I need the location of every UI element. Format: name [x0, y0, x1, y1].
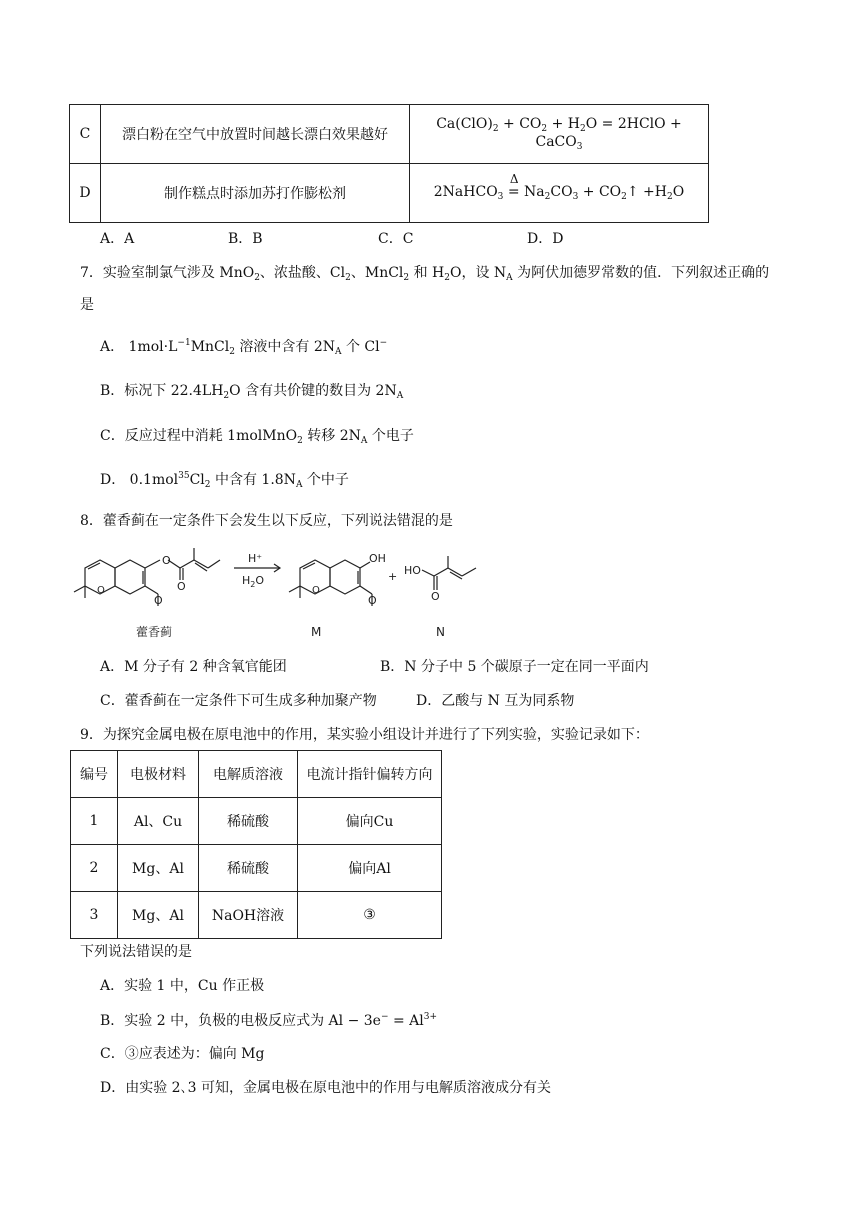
ho-label: HO — [404, 564, 421, 577]
svg-text:O: O — [97, 585, 105, 596]
table-header-row — [71, 751, 442, 798]
q8-stem: 8．藿香蓟在一定条件下会发生以下反应，下列说法错混的是 — [80, 513, 453, 529]
row-description: 漂白粉在空气中放置时间越长漂白效果越好 — [101, 105, 410, 164]
table-row — [70, 164, 709, 223]
table-row — [71, 845, 442, 892]
reactant-label: 藿香蓟 — [136, 625, 173, 639]
header-cell: 电解质溶液 — [199, 751, 298, 798]
q9-option-d: D．由实验 2､3 可知，金属电极在原电池中的作用与电解质溶液成分有关 — [100, 1080, 551, 1096]
q7-option-c: C．反应过程中消耗 1molMnO$_2$ 转移 $2N_A$ 个电子 — [100, 428, 414, 446]
q9-stem: 9．为探究金属电极在原电池中的作用，某实验小组设计并进行了下列实验，实验记录如下： — [80, 727, 649, 743]
table-row — [71, 798, 442, 845]
q8-option-b: B．N 分子中 5 个碳原子一定在同一平面内 — [380, 659, 649, 675]
table-row — [71, 892, 442, 939]
cell: 稀硫酸 — [199, 798, 298, 845]
header-cell: 电极材料 — [118, 751, 199, 798]
table-row — [70, 105, 709, 164]
plus-label: + — [388, 570, 398, 583]
cell: 偏向Cu — [298, 798, 442, 845]
q7-option-a: A． $1mol\cdot L^{-1}MnCl_2$ 溶液中含有 $2N_A$ 个 Cl− — [100, 338, 388, 357]
q9-option-b: B．实验 2 中，负极的电极反应式为 $Al - 3e^- = Al^{3+}$ — [100, 1012, 438, 1029]
svg-text:O: O — [162, 554, 171, 567]
row-letter: C — [70, 105, 101, 164]
q6-option-c: C．C — [378, 231, 414, 247]
q6-table — [69, 104, 709, 223]
cond-top: H⁺ — [248, 552, 263, 565]
svg-text:O: O — [368, 594, 377, 607]
q6-option-b: B．B — [228, 231, 263, 247]
cell: 3 — [71, 892, 118, 939]
q9-option-a: A．实验 1 中，Cu 作正极 — [100, 978, 265, 994]
svg-text:O: O — [431, 590, 440, 603]
cell: 稀硫酸 — [199, 845, 298, 892]
svg-text:O: O — [154, 594, 163, 607]
row-equation: $Ca(ClO)_2 + CO_2 + H_2O$ = 2HClO + CaCO$_3$ — [410, 105, 709, 164]
cell: Mg、Al — [118, 892, 199, 939]
q7-option-d: D． $0.1mol^{35}Cl_2$ 中含有 $1.8N_A$ 个中子 — [100, 471, 349, 490]
q6-option-d: D．D — [527, 231, 564, 247]
svg-text:O: O — [177, 580, 186, 593]
q7-stem: 7．实验室制氯气涉及 MnO$_2$、浓盐酸、$Cl_2$、MnCl$_2$ 和 $H_2O$，设 $N_A$ 为阿伏加德罗常数的值．下列叙述正确的 — [80, 265, 770, 283]
cell: 偏向Al — [298, 845, 442, 892]
cell: ③ — [298, 892, 442, 939]
row-description: 制作糕点时添加苏打作膨松剂 — [101, 164, 410, 223]
cond-bottom: $H_2O$ — [242, 574, 265, 589]
q8-option-d: D．乙酸与 N 互为同系物 — [416, 693, 575, 709]
oh-label: OH — [369, 552, 386, 565]
cell: Mg、Al — [118, 845, 199, 892]
q6-option-a: A．A — [100, 231, 135, 247]
q9-after: 下列说法错误的是 — [80, 944, 192, 960]
cell: 1 — [71, 798, 118, 845]
cell: NaOH溶液 — [199, 892, 298, 939]
header-cell: 编号 — [71, 751, 118, 798]
q9-option-c: C．③应表述为：偏向 Mg — [100, 1046, 265, 1062]
n-label: N — [436, 625, 445, 639]
q7-option-b: B．标况下 $22.4LH_2O$ 含有共价键的数目为 $2N_A$ — [100, 383, 404, 401]
q9-table — [70, 750, 442, 939]
q7-stem-cont: 是 — [80, 297, 94, 313]
cell: Al、Cu — [118, 798, 199, 845]
q8-option-c: C．藿香蓟在一定条件下可生成多种加聚产物 — [100, 693, 377, 709]
q8-option-a: A．M 分子有 2 种含氧官能团 — [100, 659, 287, 675]
cell: 2 — [71, 845, 118, 892]
m-label: M — [311, 625, 322, 639]
row-equation: 2NaHCO$_3$ Δ = $Na_2CO_3$ + $CO_2↑ +H_2O$ — [410, 164, 709, 223]
svg-text:O: O — [312, 585, 320, 596]
q8-reaction-diagram — [70, 538, 510, 643]
header-cell: 电流计指针偏转方向 — [298, 751, 442, 798]
row-letter: D — [70, 164, 101, 223]
